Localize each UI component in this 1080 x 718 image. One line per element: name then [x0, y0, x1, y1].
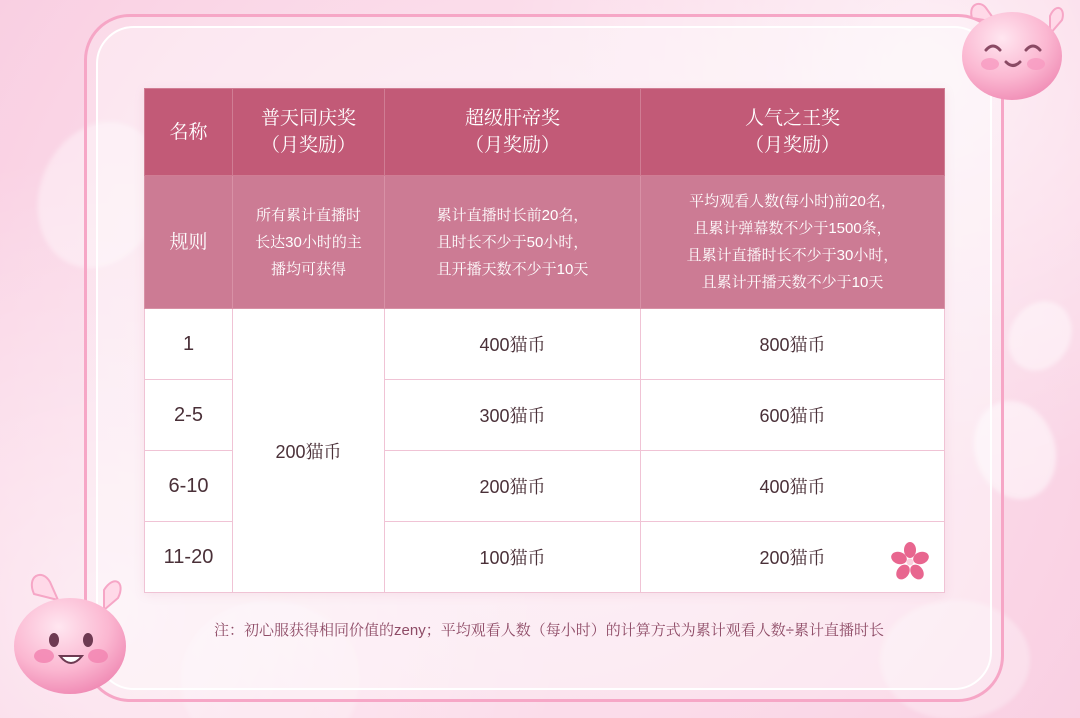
popular-award-cell: 600猫币: [641, 380, 945, 451]
mascot-bottom-left: [0, 560, 150, 700]
table-rule-row: [145, 176, 945, 309]
rule-super-line2: 且时长不少于50小时，: [436, 233, 589, 251]
rule-super-line3: 且开播天数不少于10天: [436, 260, 589, 278]
rule-cell-super: [385, 176, 641, 309]
rule-popular-line1: 平均观看人数(每小时)前20名，: [689, 193, 896, 210]
rank-cell: 6-10: [145, 451, 233, 522]
popular-award-cell: [641, 522, 945, 593]
popular-award-cell: 800猫币: [641, 309, 945, 380]
rule-popular-line3: 且累计直播时长不少于30小时，: [686, 247, 899, 264]
header-popular-line1: 人气之王奖: [744, 108, 840, 129]
footnote: 注：初心服获得相同价值的zeny；平均观看人数（每小时）的计算方式为累计观看人数÷累计直播时长: [214, 622, 884, 639]
rank-cell: 1: [145, 309, 233, 380]
header-name-text: 名称: [169, 121, 208, 143]
table-header-row: [145, 89, 945, 176]
super-award-cell: 300猫币: [385, 380, 641, 451]
rank-cell: 2-5: [145, 380, 233, 451]
award-table: [144, 88, 945, 593]
header-cell-super-award: [385, 89, 641, 176]
super-award-cell: 100猫币: [385, 522, 641, 593]
header-popular-line2: （月奖励）: [744, 135, 840, 156]
rule-cell-popular: [641, 176, 945, 309]
mascot-top-right: [946, 0, 1076, 110]
rule-popular-line4: 且累计开播天数不少于10天: [701, 274, 884, 291]
super-award-cell: 400猫币: [385, 309, 641, 380]
rule-universal-line3: 播均可获得: [270, 260, 346, 278]
rule-super-line1: 累计直播时长前20名，: [436, 206, 589, 224]
header-cell-universal-award: [233, 89, 385, 176]
rule-cell-universal: [233, 176, 385, 309]
header-universal-line1: 普天同庆奖: [260, 108, 356, 129]
background-petal: [996, 290, 1080, 382]
rule-universal-line2: 长达30小时的主: [255, 233, 362, 251]
rank-cell: 11-20: [145, 522, 233, 593]
rule-label-cell: [145, 176, 233, 309]
header-cell-name: [145, 89, 233, 176]
popular-award-text: 200猫币: [759, 548, 826, 568]
rule-universal-line1: 所有累计直播时: [255, 206, 361, 224]
award-table-container: [144, 88, 944, 593]
header-cell-popular-award: [641, 89, 945, 176]
popular-award-cell: 400猫币: [641, 451, 945, 522]
header-super-line2: （月奖励）: [464, 135, 560, 156]
universal-award-merged-cell: 200猫币: [233, 309, 385, 593]
super-award-cell: 200猫币: [385, 451, 641, 522]
rule-popular-line2: 且累计弹幕数不少于1500条，: [693, 220, 892, 237]
sakura-flower-icon: [890, 542, 930, 582]
rule-label-text: 规则: [169, 231, 208, 253]
header-super-line1: 超级肝帝奖: [464, 108, 560, 129]
header-universal-line2: （月奖励）: [260, 135, 356, 156]
table-row: [145, 309, 945, 380]
